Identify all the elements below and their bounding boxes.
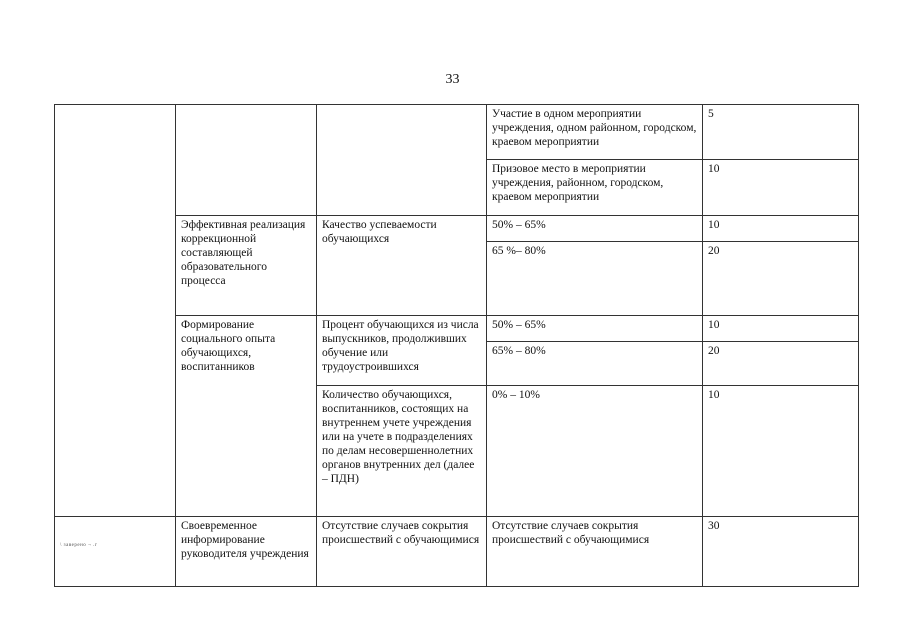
table-cell-blank [317,105,487,216]
table-row [55,216,859,242]
indicator-cell: 50% – 65% [487,216,703,242]
points-cell: 30 [703,517,859,587]
indicator-cell: 50% – 65% [487,316,703,342]
indicator-cell: Призовое место в мероприятии учреждения, районном, городском, краевом мероприятии [487,160,703,216]
table-row [55,316,859,342]
points-cell: 20 [703,342,859,386]
points-cell: 10 [703,160,859,216]
indicator-cell: 65 %– 80% [487,242,703,316]
table-cell-blank [55,105,176,517]
table-row [55,105,859,160]
indicator-cell: 65% – 80% [487,342,703,386]
condition-cell: Процент обучающихся из числа выпускников, продолживших обучение или трудоустроившихся [317,316,487,386]
points-cell: 10 [703,386,859,517]
criteria-table [54,104,859,587]
points-cell: 20 [703,242,859,316]
indicator-cell: Отсутствие случаев сокрытия происшествий с обучающимися [487,517,703,587]
table-row [55,517,859,587]
condition-cell: Отсутствие случаев сокрытия происшествий с обучающимися [317,517,487,587]
condition-cell: Количество обучающихся, воспитанников, состоящих на внутреннем учете учреждения или на учете в подразделениях по делам несовершеннолетних органов внутренних дел (далее – ПДН) [317,386,487,517]
points-cell: 10 [703,316,859,342]
points-cell: 10 [703,216,859,242]
criterion-cell: Эффективная реализация коррекционной составляющей образовательного процесса [176,216,317,316]
indicator-cell: 0% – 10% [487,386,703,517]
page-number: 33 [445,72,460,87]
criterion-cell: Своевременное информирование руководителя учреждения [176,517,317,587]
criterion-cell: Формирование социального опыта обучающихся, воспитанников [176,316,317,517]
points-cell: 5 [703,105,859,160]
condition-cell: Качество успеваемости обучающихся [317,216,487,316]
table-cell-blank [176,105,317,216]
indicator-cell: Участие в одном мероприятии учреждения, одном районном, городском, краевом мероприятии [487,105,703,160]
margin-note: \ заверено ¬ .г [55,517,176,587]
